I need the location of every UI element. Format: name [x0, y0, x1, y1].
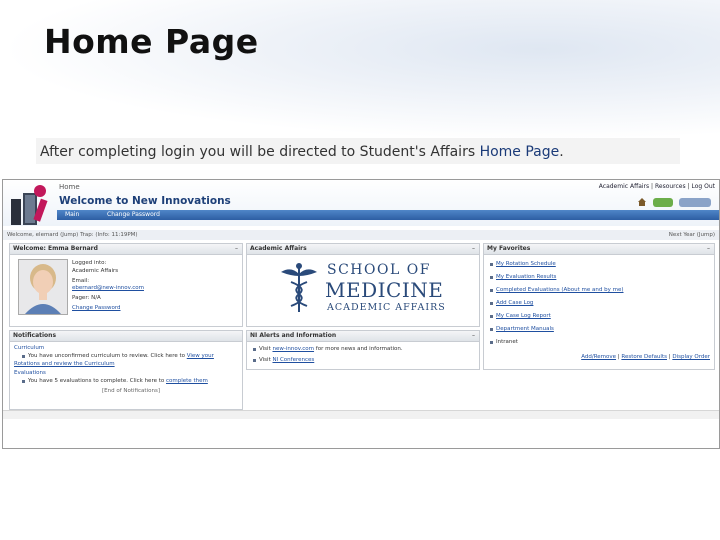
notifications-title: Notifications — [13, 332, 57, 339]
favorite-item-evaluation-results[interactable]: My Evaluation Results — [496, 274, 557, 280]
favorite-item-rotation-schedule[interactable]: My Rotation Schedule — [496, 261, 556, 267]
favorite-item-add-case-log[interactable]: Add Case Log — [496, 300, 534, 306]
caption-highlight: Home Page — [479, 144, 560, 160]
bullet — [490, 328, 493, 331]
slide-caption — [36, 138, 680, 164]
user-bar-jump[interactable]: Next Year (Jump) — [668, 232, 715, 238]
app-screenshot — [2, 179, 720, 449]
complete-evaluations-link[interactable]: complete them — [166, 378, 208, 384]
change-password-link[interactable]: Change Password — [72, 305, 121, 311]
caption-end: . — [559, 144, 564, 160]
curriculum-text: You have unconfirmed curriculum to review. Click here to View your — [28, 353, 214, 359]
app-welcome-title: Welcome to New Innovations — [59, 195, 231, 207]
favorites-title: My Favorites — [487, 245, 531, 252]
news-panel-header — [247, 331, 479, 342]
notifications-panel — [9, 330, 243, 410]
home-icon[interactable] — [637, 197, 647, 207]
favorite-item-department-manuals[interactable]: Department Manuals — [496, 326, 554, 332]
review-curriculum-link[interactable]: Rotations and review the Curriculum — [14, 361, 115, 367]
view-rotations-link[interactable]: View your — [186, 353, 214, 359]
email-link[interactable]: ebernard@new-innov.com — [72, 285, 144, 291]
restore-defaults-link[interactable]: Restore Defaults — [621, 354, 667, 360]
tab-change-password[interactable]: Change Password — [107, 211, 160, 218]
breadcrumb[interactable]: Home — [59, 183, 80, 191]
news-panel — [246, 330, 480, 370]
bullet — [22, 355, 25, 358]
user-bar — [3, 230, 719, 240]
main-nav — [57, 210, 719, 220]
minimize-icon[interactable]: – — [472, 332, 475, 339]
new-innov-link[interactable]: new-innov.com — [272, 346, 315, 352]
caduceus-icon — [277, 262, 321, 314]
evaluations-text: You have 5 evaluations to complete. Click here to complete them — [28, 378, 208, 384]
welcome-panel-header — [10, 244, 242, 255]
ni-conferences-link[interactable]: NI Conferences — [272, 357, 315, 363]
app-header — [3, 180, 719, 226]
bullet — [253, 348, 256, 351]
logo-line-2: MEDICINE — [325, 278, 444, 302]
end-of-notifications: [End of Notifications] — [102, 388, 160, 394]
notifications-panel-header — [10, 331, 242, 342]
feedback-icon[interactable] — [679, 198, 711, 207]
top-links: Academic Affairs | Resources | Log Out — [598, 183, 715, 190]
minimize-icon[interactable]: – — [707, 245, 710, 252]
academic-affairs-panel — [246, 243, 480, 327]
user-bar-info: Welcome, elemard (Jump) Trap: (Info: 11:19PM) — [7, 232, 138, 238]
news-item-2: Visit NI Conferences — [259, 357, 315, 363]
logged-value: Academic Affairs — [72, 268, 119, 274]
bullet — [490, 289, 493, 292]
help-icon[interactable] — [653, 198, 673, 207]
bullet — [490, 276, 493, 279]
favorite-item-completed-evaluations[interactable]: Completed Evaluations (About me and by me) — [496, 287, 624, 293]
bullet — [22, 380, 25, 383]
favorites-panel — [483, 243, 715, 370]
footer-bar — [3, 410, 719, 419]
welcome-panel — [9, 243, 243, 327]
favorites-panel-header — [484, 244, 714, 255]
slide-title: Home Page — [44, 22, 259, 61]
favorites-footer: Add/Remove | Restore Defaults | Display Order — [581, 354, 710, 360]
avatar — [18, 259, 68, 315]
caption-text: After completing login you will be directed to Student's Affairs — [40, 144, 480, 160]
minimize-icon[interactable]: – — [472, 245, 475, 252]
affairs-panel-header — [247, 244, 479, 255]
display-order-link[interactable]: Display Order — [672, 354, 710, 360]
affairs-panel-title: Academic Affairs — [250, 245, 307, 252]
curriculum-header: Curriculum — [14, 345, 45, 351]
top-link-resources[interactable]: Resources — [654, 183, 686, 190]
bullet — [490, 315, 493, 318]
bullet — [490, 341, 493, 344]
news-item-1: Visit new-innov.com for more news and information. — [259, 346, 403, 352]
logo-line-3: ACADEMIC AFFAIRS — [327, 302, 446, 313]
top-link-logout[interactable]: Log Out — [691, 183, 715, 190]
minimize-icon[interactable]: – — [235, 245, 238, 252]
tab-main[interactable]: Main — [65, 211, 80, 218]
pager-text: Pager: N/A — [72, 295, 101, 301]
favorite-item-case-log-report[interactable]: My Case Log Report — [496, 313, 551, 319]
add-remove-link[interactable]: Add/Remove — [581, 354, 617, 360]
email-label: Email: — [72, 278, 90, 284]
favorite-item-intranet[interactable]: Intranet — [496, 339, 518, 345]
news-panel-title: NI Alerts and Information — [250, 332, 337, 339]
welcome-panel-title: Welcome: Emma Bernard — [13, 245, 98, 252]
slide-background — [0, 0, 720, 140]
header-icons — [637, 196, 711, 208]
top-link-academic-affairs[interactable]: Academic Affairs — [598, 183, 650, 190]
logo-line-1: SCHOOL OF — [327, 262, 431, 278]
logged-label: Logged into: — [72, 260, 107, 266]
bullet — [253, 359, 256, 362]
evaluations-header: Evaluations — [14, 370, 46, 376]
bullet — [490, 302, 493, 305]
new-innovations-logo-icon — [7, 183, 55, 227]
bullet — [490, 263, 493, 266]
